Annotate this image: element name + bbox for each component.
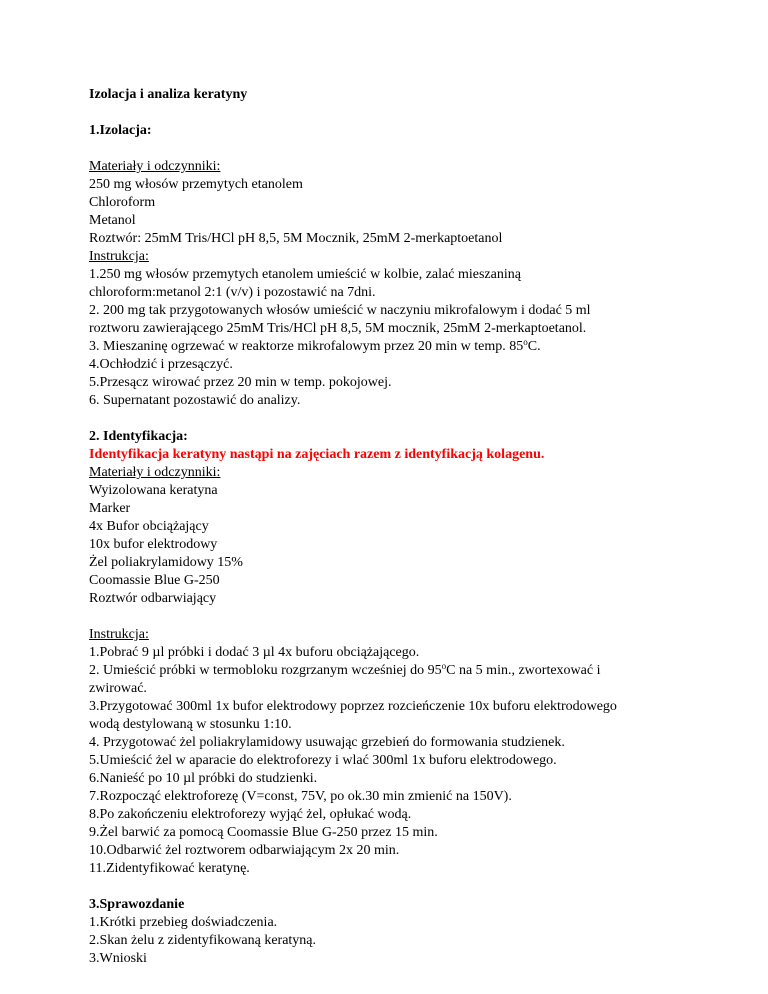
document-title: Izolacja i analiza keratyny: [89, 87, 248, 102]
step-text: 3. Mieszaninę ogrzewać w reaktorze mikrofalowym przez 20 min w temp. 85: [89, 339, 524, 354]
section2-step-line: 5.Umieścić żel w aparacie do elektroforezy i wlać 300ml 1x buforu elektrodowego.: [89, 753, 557, 768]
section2-material-item: Roztwór odbarwiający: [89, 591, 217, 606]
section2-materials-label: Materiały i odczynniki:: [89, 465, 221, 480]
section1-material-item: Roztwór: 25mM Tris/HCl pH 8,5, 5M Mocznik, 25mM 2-merkaptoetanol: [89, 231, 503, 246]
spacer: [89, 878, 749, 896]
section1-step-line: 5.Przesącz wirować przez 20 min w temp. pokojowej.: [89, 375, 392, 390]
section2-step-line: wodą destylowaną w stosunku 1:10.: [89, 717, 292, 732]
section1-step-line: 6. Supernatant pozostawić do analizy.: [89, 393, 301, 408]
section3-heading: 3.Sprawozdanie: [89, 897, 185, 912]
section1-step-line: 1.250 mg włosów przemytych etanolem umieścić w kolbie, zalać mieszaniną: [89, 267, 521, 282]
section2-step-line: 11.Zidentyfikować keratynę.: [89, 861, 250, 876]
section1-instructions-label: Instrukcja:: [89, 249, 149, 264]
section2-step-line: zwirować.: [89, 681, 147, 696]
section2-red-note: Identyfikacja keratyny nastąpi na zajęciach razem z identyfikacją kolagenu.: [89, 447, 545, 462]
section1-heading: 1.Izolacja:: [89, 123, 152, 138]
section2-step-2: [89, 662, 749, 680]
section2-material-item: 4x Bufor obciążający: [89, 519, 209, 534]
section1-step-line: 4.Ochłodzić i przesączyć.: [89, 357, 233, 372]
section2-step-line: 4. Przygotować żel poliakrylamidowy usuwając grzebień do formowania studzienek.: [89, 735, 565, 750]
section2-step-line: 8.Po zakończeniu elektroforezy wyjąć żel, opłukać wodą.: [89, 807, 412, 822]
section2-step-line: 3.Przygotować 300ml 1x bufor elektrodowy poprzez rozcieńczenie 10x buforu elektrodowego: [89, 699, 617, 714]
section2-material-item: 10x bufor elektrodowy: [89, 537, 218, 552]
section2-step-line: 6.Nanieść po 10 µl próbki do studzienki.: [89, 771, 318, 786]
section2-step-line: 1.Pobrać 9 µl próbki i dodać 3 µl 4x buforu obciążającego.: [89, 645, 420, 660]
step-text: 2. Umieścić próbki w termobloku rozgrzanym wcześniej do 95: [89, 663, 442, 678]
spacer: [89, 104, 749, 122]
spacer: [89, 140, 749, 158]
section2-material-item: Żel poliakrylamidowy 15%: [89, 555, 243, 570]
document-page: [89, 86, 749, 968]
step-text: C.: [527, 339, 541, 354]
section2-step-line: 7.Rozpocząć elektroforezę (V=const, 75V, po ok.30 min zmienić na 150V).: [89, 789, 512, 804]
section3-item: 1.Krótki przebieg doświadczenia.: [89, 915, 278, 930]
section2-step-line: 9.Żel barwić za pomocą Coomassie Blue G-250 przez 15 min.: [89, 825, 438, 840]
section1-step-line: 2. 200 mg tak przygotowanych włosów umieścić w naczyniu mikrofalowym i dodać 5 ml: [89, 303, 591, 318]
section2-material-item: Wyizolowana keratyna: [89, 483, 218, 498]
section1-material-item: 250 mg włosów przemytych etanolem: [89, 177, 303, 192]
section1-step-3: [89, 338, 749, 356]
spacer: [89, 410, 749, 428]
section2-material-item: Marker: [89, 501, 131, 516]
section1-material-item: Chloroform: [89, 195, 156, 210]
section3-item: 2.Skan żelu z zidentyfikowaną keratyną.: [89, 933, 317, 948]
section2-step-line: 10.Odbarwić żel roztworem odbarwiającym 2x 20 min.: [89, 843, 400, 858]
section3-item: 3.Wnioski: [89, 951, 147, 966]
degree-superscript: o: [523, 337, 528, 347]
degree-superscript: o: [441, 661, 447, 671]
section1-materials-label: Materiały i odczynniki:: [89, 159, 221, 174]
section1-material-item: Metanol: [89, 213, 136, 228]
section2-instructions-label: Instrukcja:: [89, 627, 149, 642]
section1-step-line: roztworu zawierającego 25mM Tris/HCl pH 8,5, 5M mocznik, 25mM 2-merkaptoetanol.: [89, 321, 587, 336]
section2-heading: 2. Identyfikacja:: [89, 429, 188, 444]
step-text: C na 5 min., zwortexować i: [446, 663, 601, 678]
spacer: [89, 608, 749, 626]
section2-material-item: Coomassie Blue G-250: [89, 573, 220, 588]
section1-step-line: chloroform:metanol 2:1 (v/v) i pozostawić na 7dni.: [89, 285, 376, 300]
